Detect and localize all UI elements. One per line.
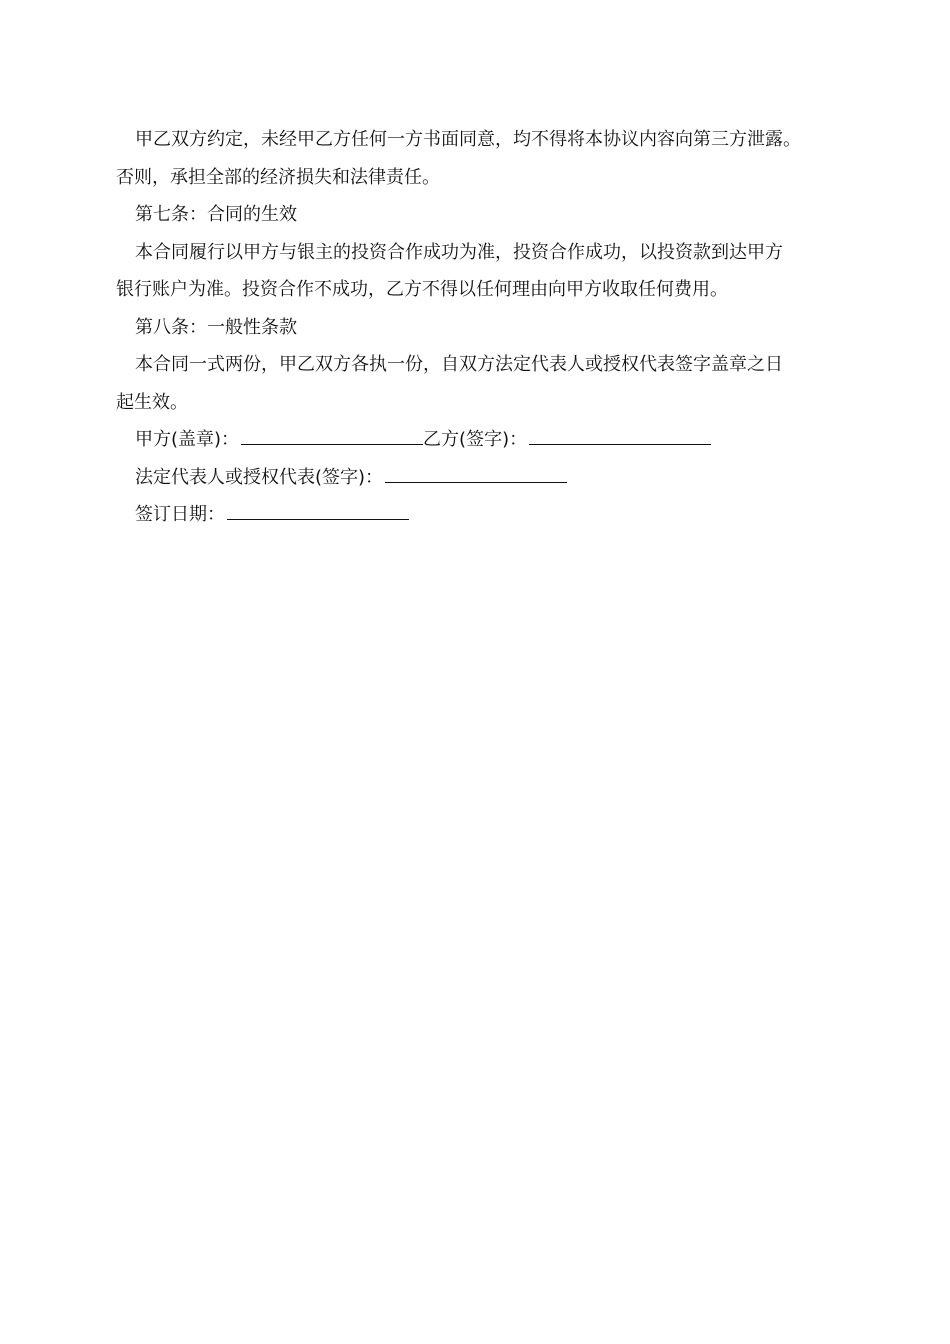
document-body xyxy=(116,121,841,534)
article-8-line-1 xyxy=(116,346,841,384)
representative-signature-line xyxy=(116,459,841,497)
confidentiality-line-2 xyxy=(116,159,841,197)
representative-label: 法定代表人或授权代表(签字)： xyxy=(135,466,384,488)
article-8-text-2: 起生效。 xyxy=(116,391,188,413)
signature-parties-line xyxy=(116,421,841,459)
signing-date-label: 签订日期： xyxy=(135,504,225,525)
article-7-line-1 xyxy=(116,234,841,272)
party-a-label: 甲方(盖章)： xyxy=(135,429,240,450)
article-7-heading xyxy=(116,196,841,234)
article-8-heading-text: 第八条：一般性条款 xyxy=(135,316,297,338)
signing-date-line xyxy=(116,496,841,534)
confidentiality-line-1 xyxy=(116,121,841,159)
confidentiality-text-2: 否则，承担全部的经济损失和法律责任。 xyxy=(116,166,440,188)
article-8-heading xyxy=(116,309,841,347)
article-7-text-2: 银行账户为准。投资合作不成功，乙方不得以任何理由向甲方收取任何费用。 xyxy=(116,279,728,300)
article-8-text-1: 本合同一式两份，甲乙双方各执一份，自双方法定代表人或授权代表签字盖章之日 xyxy=(135,354,783,375)
representative-signature-blank xyxy=(385,464,567,483)
article-7-text-1: 本合同履行以甲方与银主的投资合作成功为准，投资合作成功，以投资款到达甲方 xyxy=(135,241,783,263)
confidentiality-text-1: 甲乙双方约定，未经甲乙方任何一方书面同意，均不得将本协议内容向第三方泄露。 xyxy=(135,129,801,150)
party-b-label: 乙方(签字)： xyxy=(423,429,528,450)
article-8-line-2 xyxy=(116,384,841,422)
party-a-signature-blank xyxy=(241,426,423,445)
party-b-signature-blank xyxy=(529,426,711,445)
signing-date-blank xyxy=(227,501,409,520)
article-7-line-2 xyxy=(116,271,841,309)
article-7-heading-text: 第七条：合同的生效 xyxy=(135,204,297,225)
